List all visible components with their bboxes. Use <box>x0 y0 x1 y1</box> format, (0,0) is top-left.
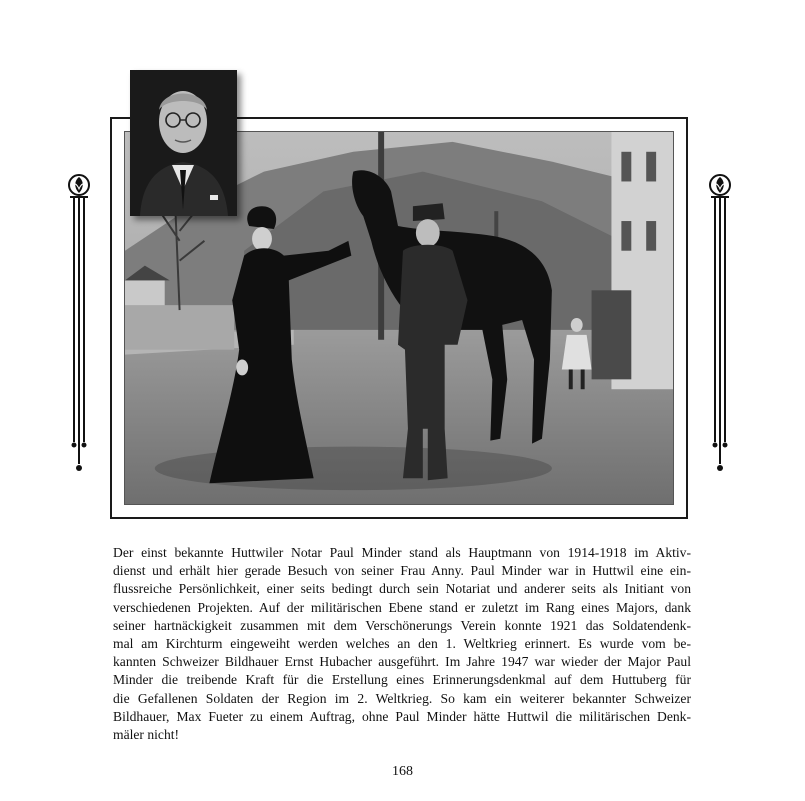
caption-line: Bildhauer, Max Fueter zu einem Auftrag, ohne Paul Minder hätte Huttwil die militärischen Denk- <box>113 708 691 724</box>
caption-line: mal am Kirchturm eingeweiht werden welches an den 1. Weltkrieg erinnert. Es wurde vom be- <box>113 636 691 652</box>
caption-line: Minder die treibende Kraft für die Erstellung eines Erinnerungsdenkmal auf dem Huttuberg für <box>113 672 691 688</box>
caption-line: mäler nicht! <box>113 727 180 743</box>
caption-line: verschiedenen Projekten. Auf der militärischen Ebene stand er zuletzt im Rang eines Majors, dank <box>113 599 691 615</box>
ornament-left-graphic <box>66 172 92 477</box>
page-number: 168 <box>392 764 413 779</box>
caption-line: die Gefallenen Soldaten der Region im 2. Weltkrieg. So kam ein weiterer bekannter Schweizer <box>113 690 691 706</box>
portrait-illustration <box>130 70 237 216</box>
caption-line: dienst und erhält hier gerade Besuch von seiner Frau Anny. Paul Minder war in Huttwil eine ein- <box>113 563 691 579</box>
caption-line: Der einst bekannte Huttwiler Notar Paul Minder stand als Hauptmann von 1914-1918 im Aktiv- <box>113 545 691 560</box>
caption-line: kannten Schweizer Bildhauer Ernst Hubacher ausgeführt. Im Jahre 1947 war wieder der Major Paul <box>113 654 691 670</box>
ornament-right-graphic <box>707 172 733 477</box>
portrait-photo <box>130 70 237 216</box>
caption-line: seiner hartnäckigkeit zusammen mit dem Verschönerungs Verein konnte 1921 das Soldatendenk- <box>113 617 691 633</box>
left-border-ornament <box>66 172 92 477</box>
photo-caption <box>113 544 691 744</box>
right-border-ornament <box>707 172 733 477</box>
caption-line: flussreiche Persönlichkeit, einer seits bedingt durch sein Notariat und anderer seits als Initiant von <box>113 581 691 597</box>
